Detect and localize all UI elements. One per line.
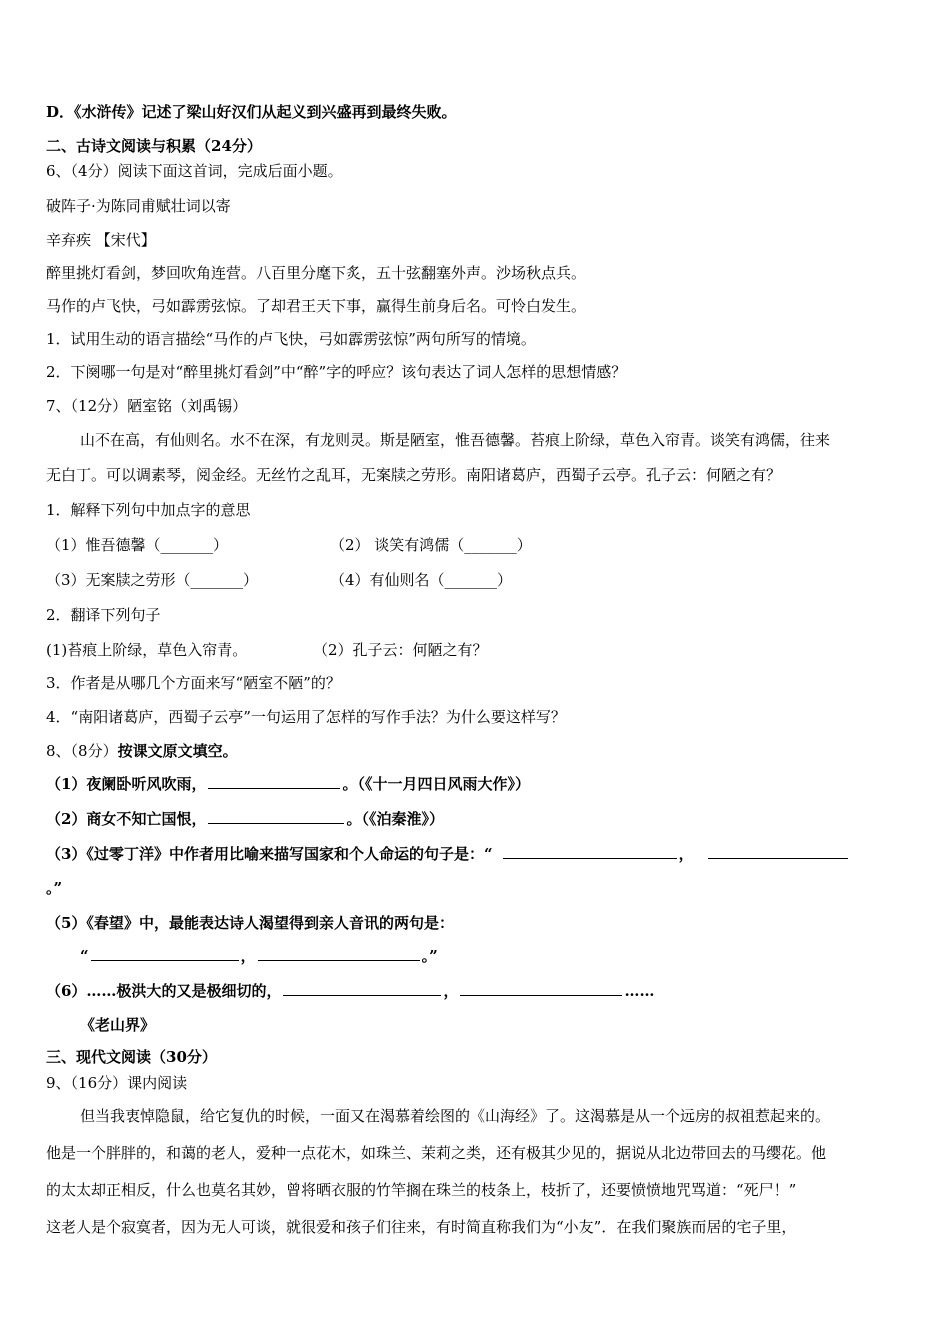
q8-item-2: （2）商女不知亡国恨， 。（《泊秦淮》） [46, 810, 444, 828]
answer-blank[interactable] [208, 774, 340, 789]
q7-sub2: 2．翻译下列句子 [46, 606, 161, 624]
question-6-stem: 6、（4分）阅读下面这首词，完成后面小题。 [46, 162, 343, 180]
poem-line-2: 马作的卢飞快，弓如霹雳弦惊。了却君王天下事，赢得生前身后名。可怜白发生。 [46, 297, 587, 315]
q7-sub1: 1．解释下列句中加点字的意思 [46, 501, 251, 519]
q7-sub1-item-4: （4）有仙则名（_______） [330, 571, 513, 589]
answer-blank[interactable] [708, 844, 848, 859]
answer-blank[interactable] [503, 844, 677, 859]
q8-item-6: （6）……极洪大的又是极细切的， ， …… [46, 982, 655, 1000]
q8-item-3-end: 。” [46, 879, 63, 897]
question-8-stem: 8、（8分）按课文原文填空。 [46, 742, 238, 760]
q8-item-5: （5）《春望》中，最能表达诗人渴望得到亲人音讯的两句是： [46, 914, 454, 932]
passage-9-line-3: 的太太却正相反，什么也莫名其妙，曾将晒衣服的竹竿搁在珠兰的枝条上，枝折了，还要愤愤地咒骂道：“死尸！” [46, 1181, 797, 1199]
passage-9-line-1: 但当我衷悼隐鼠，给它复仇的时候，一面又在渴慕着绘图的《山海经》了。这渴慕是从一个远房的叔祖惹起来的。 [80, 1107, 831, 1125]
section-2-heading: 二、古诗文阅读与积累（24分） [46, 137, 262, 155]
q7-sub1-item-2: （2） 谈笑有鸿儒（_______） [330, 536, 532, 554]
q8-item-1: （1）夜阑卧听风吹雨， 。（《十一月四日风雨大作》） [46, 775, 530, 793]
q7-sub3: 3．作者是从哪几个方面来写“陋室不陋”的？ [46, 674, 341, 692]
q7-sub2-item-1: (1)苔痕上阶绿，草色入帘青。 [46, 641, 248, 659]
passage-9-line-4: 这老人是个寂寞者，因为无人可谈，就很爱和孩子们往来，有时简直称我们为“小友”．在我们聚族而居的宅子里， [46, 1218, 797, 1236]
q6-sub2: 2．下阕哪一句是对“醉里挑灯看剑”中“醉”字的呼应？该句表达了词人怎样的思想情感？ [46, 363, 627, 381]
section-3-heading: 三、现代文阅读（30分） [46, 1048, 217, 1066]
question-7-stem: 7、（12分）陋室铭（刘禹锡） [46, 397, 248, 415]
question-9-stem: 9、（16分）课内阅读 [46, 1074, 188, 1092]
q8-item-6-source: 《老山界》 [80, 1016, 156, 1034]
q8-item-5-blanks: “ ， 。” [80, 947, 438, 965]
answer-blank[interactable] [283, 981, 441, 996]
poem-title: 破阵子·为陈同甫赋壮词以寄 [46, 197, 231, 215]
passage-7-line-1: 山不在高，有仙则名。水不在深，有龙则灵。斯是陋室，惟吾德馨。苔痕上阶绿，草色入帘青。谈笑有鸿儒，往来 [80, 431, 831, 449]
q7-sub4: 4．“南阳诸葛庐，西蜀子云亭”一句运用了怎样的写作手法？为什么要这样写？ [46, 708, 566, 726]
poem-line-1: 醉里挑灯看剑，梦回吹角连营。八百里分麾下炙，五十弦翻塞外声。沙场秋点兵。 [46, 264, 587, 282]
q6-sub1: 1．试用生动的语言描绘“马作的卢飞快，弓如霹雳弦惊”两句所写的情境。 [46, 330, 536, 348]
answer-blank[interactable] [258, 946, 420, 961]
q7-sub2-item-2: （2）孔子云：何陋之有？ [313, 641, 488, 659]
answer-blank[interactable] [91, 946, 239, 961]
q7-sub1-item-3: （3）无案牍之劳形（_______） [46, 571, 259, 589]
passage-9-line-2: 他是一个胖胖的，和蔼的老人，爱种一点花木，如珠兰、茉莉之类，还有极其少见的，据说从北边带回去的马缨花。他 [46, 1144, 827, 1162]
answer-blank[interactable] [460, 981, 622, 996]
poem-author: 辛弃疾 【宋代】 [46, 231, 156, 249]
answer-blank[interactable] [208, 809, 344, 824]
q8-item-3: （3）《过零丁洋》中作者用比喻来描写国家和个人命运的句子是：“ ， [46, 844, 850, 864]
passage-7-line-2: 无白丁。可以调素琴，阅金经。无丝竹之乱耳，无案牍之劳形。南阳诸葛庐，西蜀子云亭。孔子云：何陋之有？ [46, 466, 782, 484]
q7-sub1-item-1: （1）惟吾德馨（_______） [46, 536, 229, 554]
option-d-text: D．《水浒传》记述了梁山好汉们从起义到兴盛再到最终失败。 [46, 103, 457, 121]
